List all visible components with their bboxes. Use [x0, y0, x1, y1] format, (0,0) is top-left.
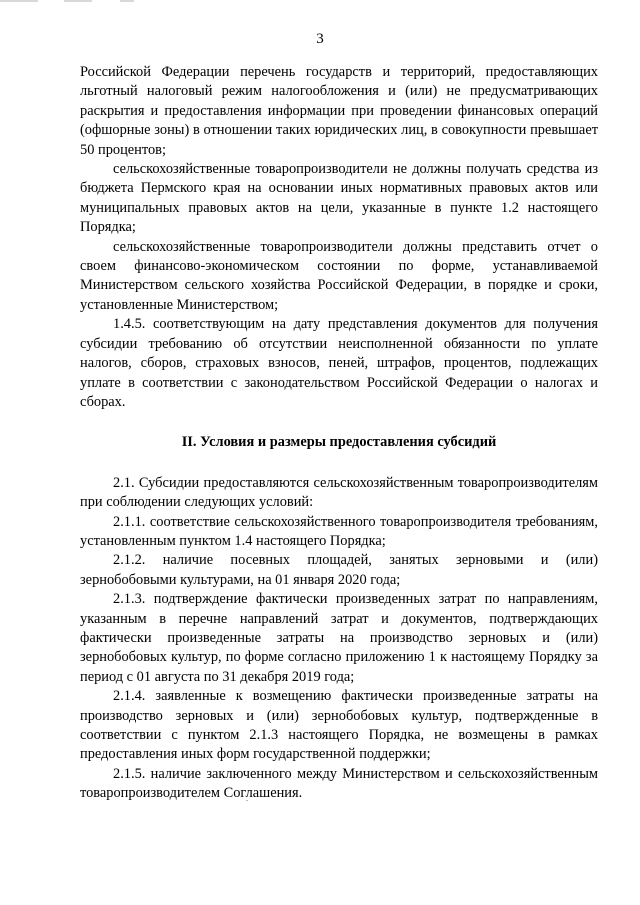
paragraph-2-1-4: 2.1.4. заявленные к возмещению фактически произведенные затраты на производство зерновых и (или) зернобобовых культур, подтвержденные в соответствии с пунктом 2.1.3 настоящего Порядка, не возмещены в рамках предоставления иных форм государственной поддержки;: [80, 688, 598, 763]
document-body: [80, 63, 598, 804]
scan-edge-mark: [120, 0, 134, 2]
paragraph-budget-funds: сельскохозяйственные товаропроизводители не должны получать средства из бюджета Пермского края на основании иных нормативных правовых актов или муниципальных правовых актов на цели, указанные в пункте 1.2 настоящего Порядка;: [80, 161, 598, 236]
scan-edge-mark: [64, 0, 92, 2]
paragraph-2-1-1: 2.1.1. соответствие сельскохозяйственного товаропроизводителя требованиям, установленным пунктом 1.4 настоящего Порядка;: [80, 513, 598, 549]
paragraph-2-1-3: 2.1.3. подтверждение фактически произведенных затрат по направлениям, указанным в перечне направлений затрат и документов, подтверждающих фактически произведенные затраты на производство зерновых и (или) зернобобовых культур, по форме согласно приложению 1 к настоящему Порядку за период с 01 августа по 31 декабря 2019 года;: [80, 591, 598, 685]
scan-edge-mark: [0, 0, 38, 2]
paragraph-2-1: 2.1. Субсидии предоставляются сельскохозяйственным товаропроизводителям при соблюдении следующих условий:: [80, 474, 598, 511]
paragraph-2-1-2: 2.1.2. наличие посевных площадей, занятых зерновыми и (или) зернобобовыми культурами, на 01 января 2020 года;: [80, 552, 598, 588]
page-number: 3: [316, 31, 324, 47]
paragraph-1-4-5: 1.4.5. соответствующим на дату представления документов для получения субсидии требованию об отсутствии неисполненной обязанности по уплате налогов, сборов, страховых взносов, пеней, штрафов, процентов, подлежащих уплате в соответствии с законодательством Российской Федерации о налогах и сборах.: [80, 316, 598, 410]
paragraph-financial-report: сельскохозяйственные товаропроизводители должны представить отчет о своем финансово-экономическом состоянии по форме, устанавливаемой Министерством сельского хозяйства Российской Федерации, в порядке и сроки, установленные Министерством;: [80, 238, 598, 313]
paragraph-2-1-5: 2.1.5. наличие заключенного между Министерством и сельскохозяйственным товаропроизводителем Соглашения.: [80, 765, 598, 802]
section-heading: II. Условия и размеры предоставления субсидий: [181, 434, 497, 451]
paragraph-continuation: Российской Федерации перечень государств и территорий, предоставляющих льготный налоговый режим налогообложения и (или) не предусматривающих раскрытия и предоставления информации при проведении финансовых операций (офшорные зоны) в отношении таких юридических лиц, в совокупности превышает 50 процентов;: [80, 64, 598, 158]
